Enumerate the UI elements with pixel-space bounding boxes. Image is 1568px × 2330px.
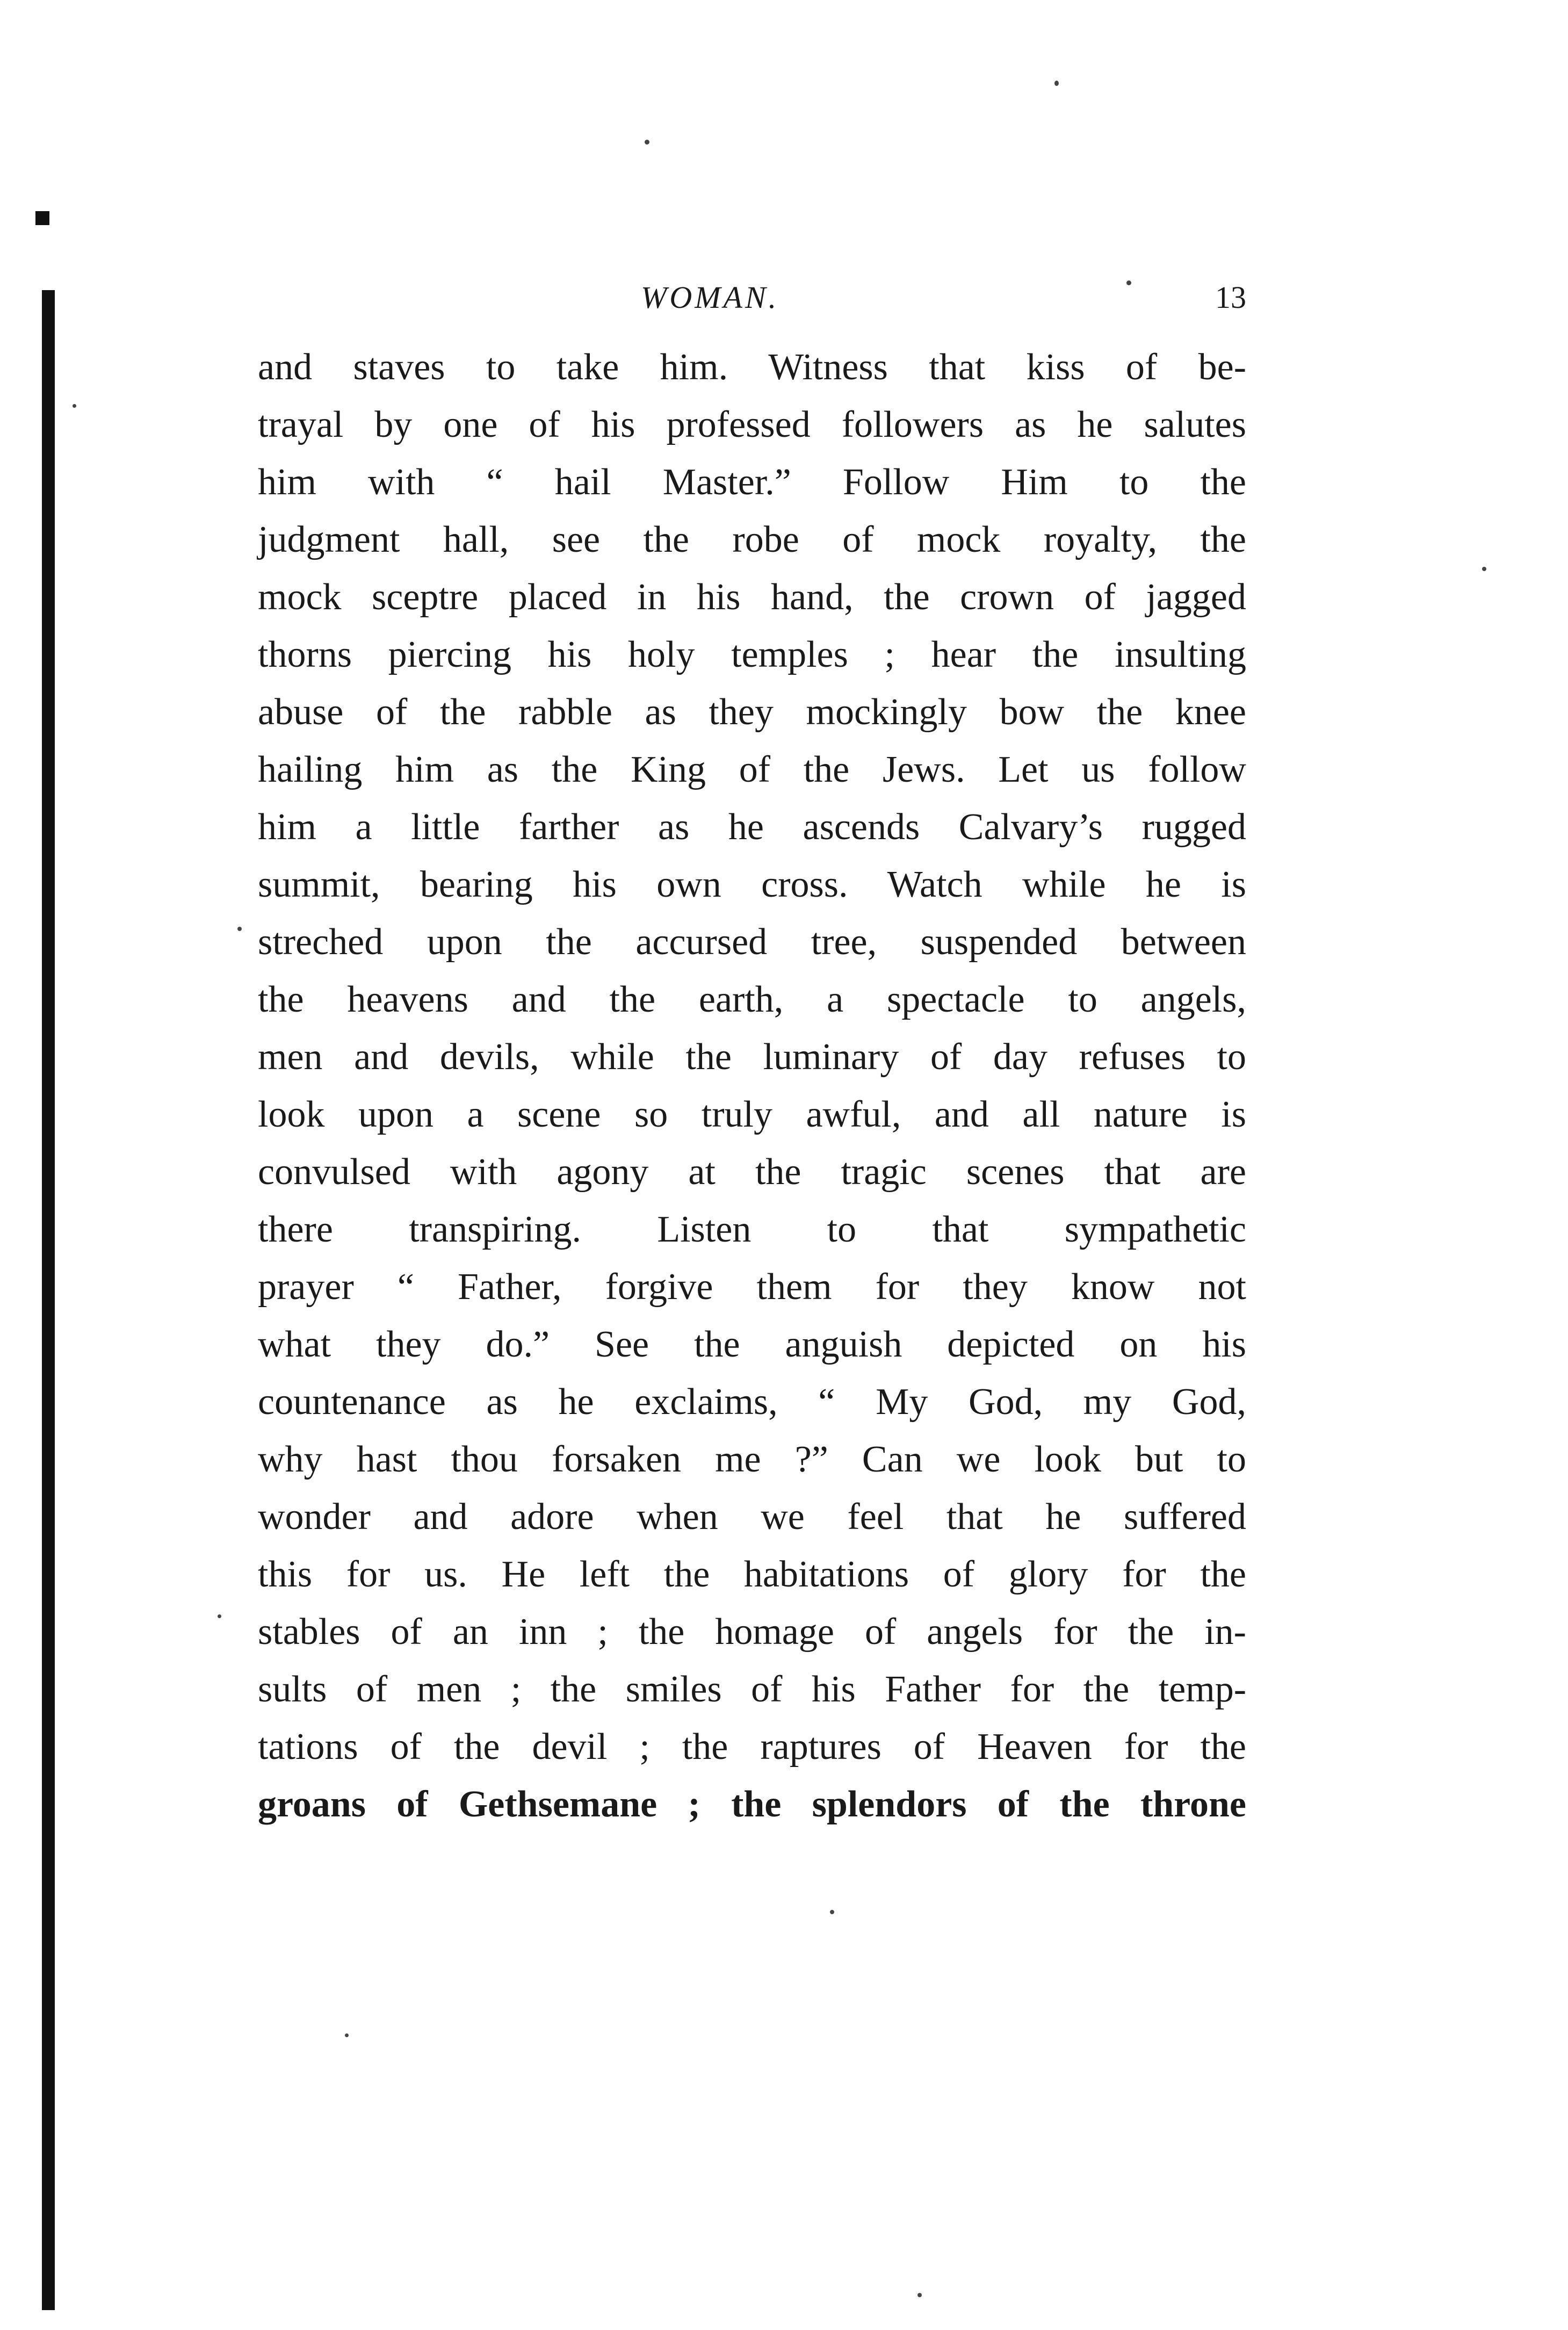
page-binding-edge [42,290,55,2310]
text-line: what they do.” See the anguish depicted on his [258,1324,1246,1365]
scan-speck [1126,280,1131,285]
page-edge-mark [35,211,49,225]
text-line: summit, bearing his own cross. Watch while he is [258,864,1246,905]
text-line: there transpiring. Listen to that sympathetic [258,1209,1246,1250]
text-line: tations of the devil ; the raptures of Heaven for the [258,1726,1246,1768]
scan-speck [645,140,649,145]
text-line: trayal by one of his professed followers as he salutes [258,404,1246,445]
text-line: streched upon the accursed tree, suspended between [258,921,1246,963]
scan-speck [237,927,242,931]
text-line: him with “ hail Master.” Follow Him to the [258,461,1246,503]
text-line: groans of Gethsemane ; the splendors of the throne [258,1784,1246,1825]
text-line: judgment hall, see the robe of mock royalty, the [258,519,1246,560]
scan-speck [73,404,76,408]
text-line: countenance as he exclaims, “ My God, my God, [258,1381,1246,1423]
scan-speck [218,1614,221,1618]
text-line: abuse of the rabble as they mockingly bow the knee [258,691,1246,733]
text-line: wonder and adore when we feel that he suffered [258,1496,1246,1538]
text-line: him a little farther as he ascends Calvary’s rugged [258,806,1246,848]
text-line: mock sceptre placed in his hand, the crown of jagged [258,576,1246,618]
running-head: WOMAN. [641,280,779,315]
text-line: thorns piercing his holy temples ; hear the insulting [258,634,1246,675]
text-line: men and devils, while the luminary of day refuses to [258,1036,1246,1078]
scan-speck [1054,81,1059,86]
text-line: why hast thou forsaken me ?” Can we look but to [258,1439,1246,1480]
text-line: and staves to take him. Witness that kiss of be- [258,347,1246,388]
page-number: 13 [1215,280,1246,315]
page-header [258,279,1246,328]
text-line: this for us. He left the habitations of glory for the [258,1554,1246,1595]
text-line: prayer “ Father, forgive them for they know not [258,1266,1246,1308]
text-line: stables of an inn ; the homage of angels for the in- [258,1611,1246,1653]
text-line: look upon a scene so truly awful, and all nature is [258,1094,1246,1135]
scan-speck [1482,567,1486,571]
text-line: convulsed with agony at the tragic scenes that are [258,1151,1246,1193]
text-line: hailing him as the King of the Jews. Let us follow [258,749,1246,790]
text-line: sults of men ; the smiles of his Father for the temp- [258,1669,1246,1710]
scan-speck [830,1910,834,1914]
scan-speck [345,2033,349,2037]
text-line: the heavens and the earth, a spectacle to angels, [258,979,1246,1020]
scan-speck [917,2293,922,2297]
body-text [258,338,1246,1833]
